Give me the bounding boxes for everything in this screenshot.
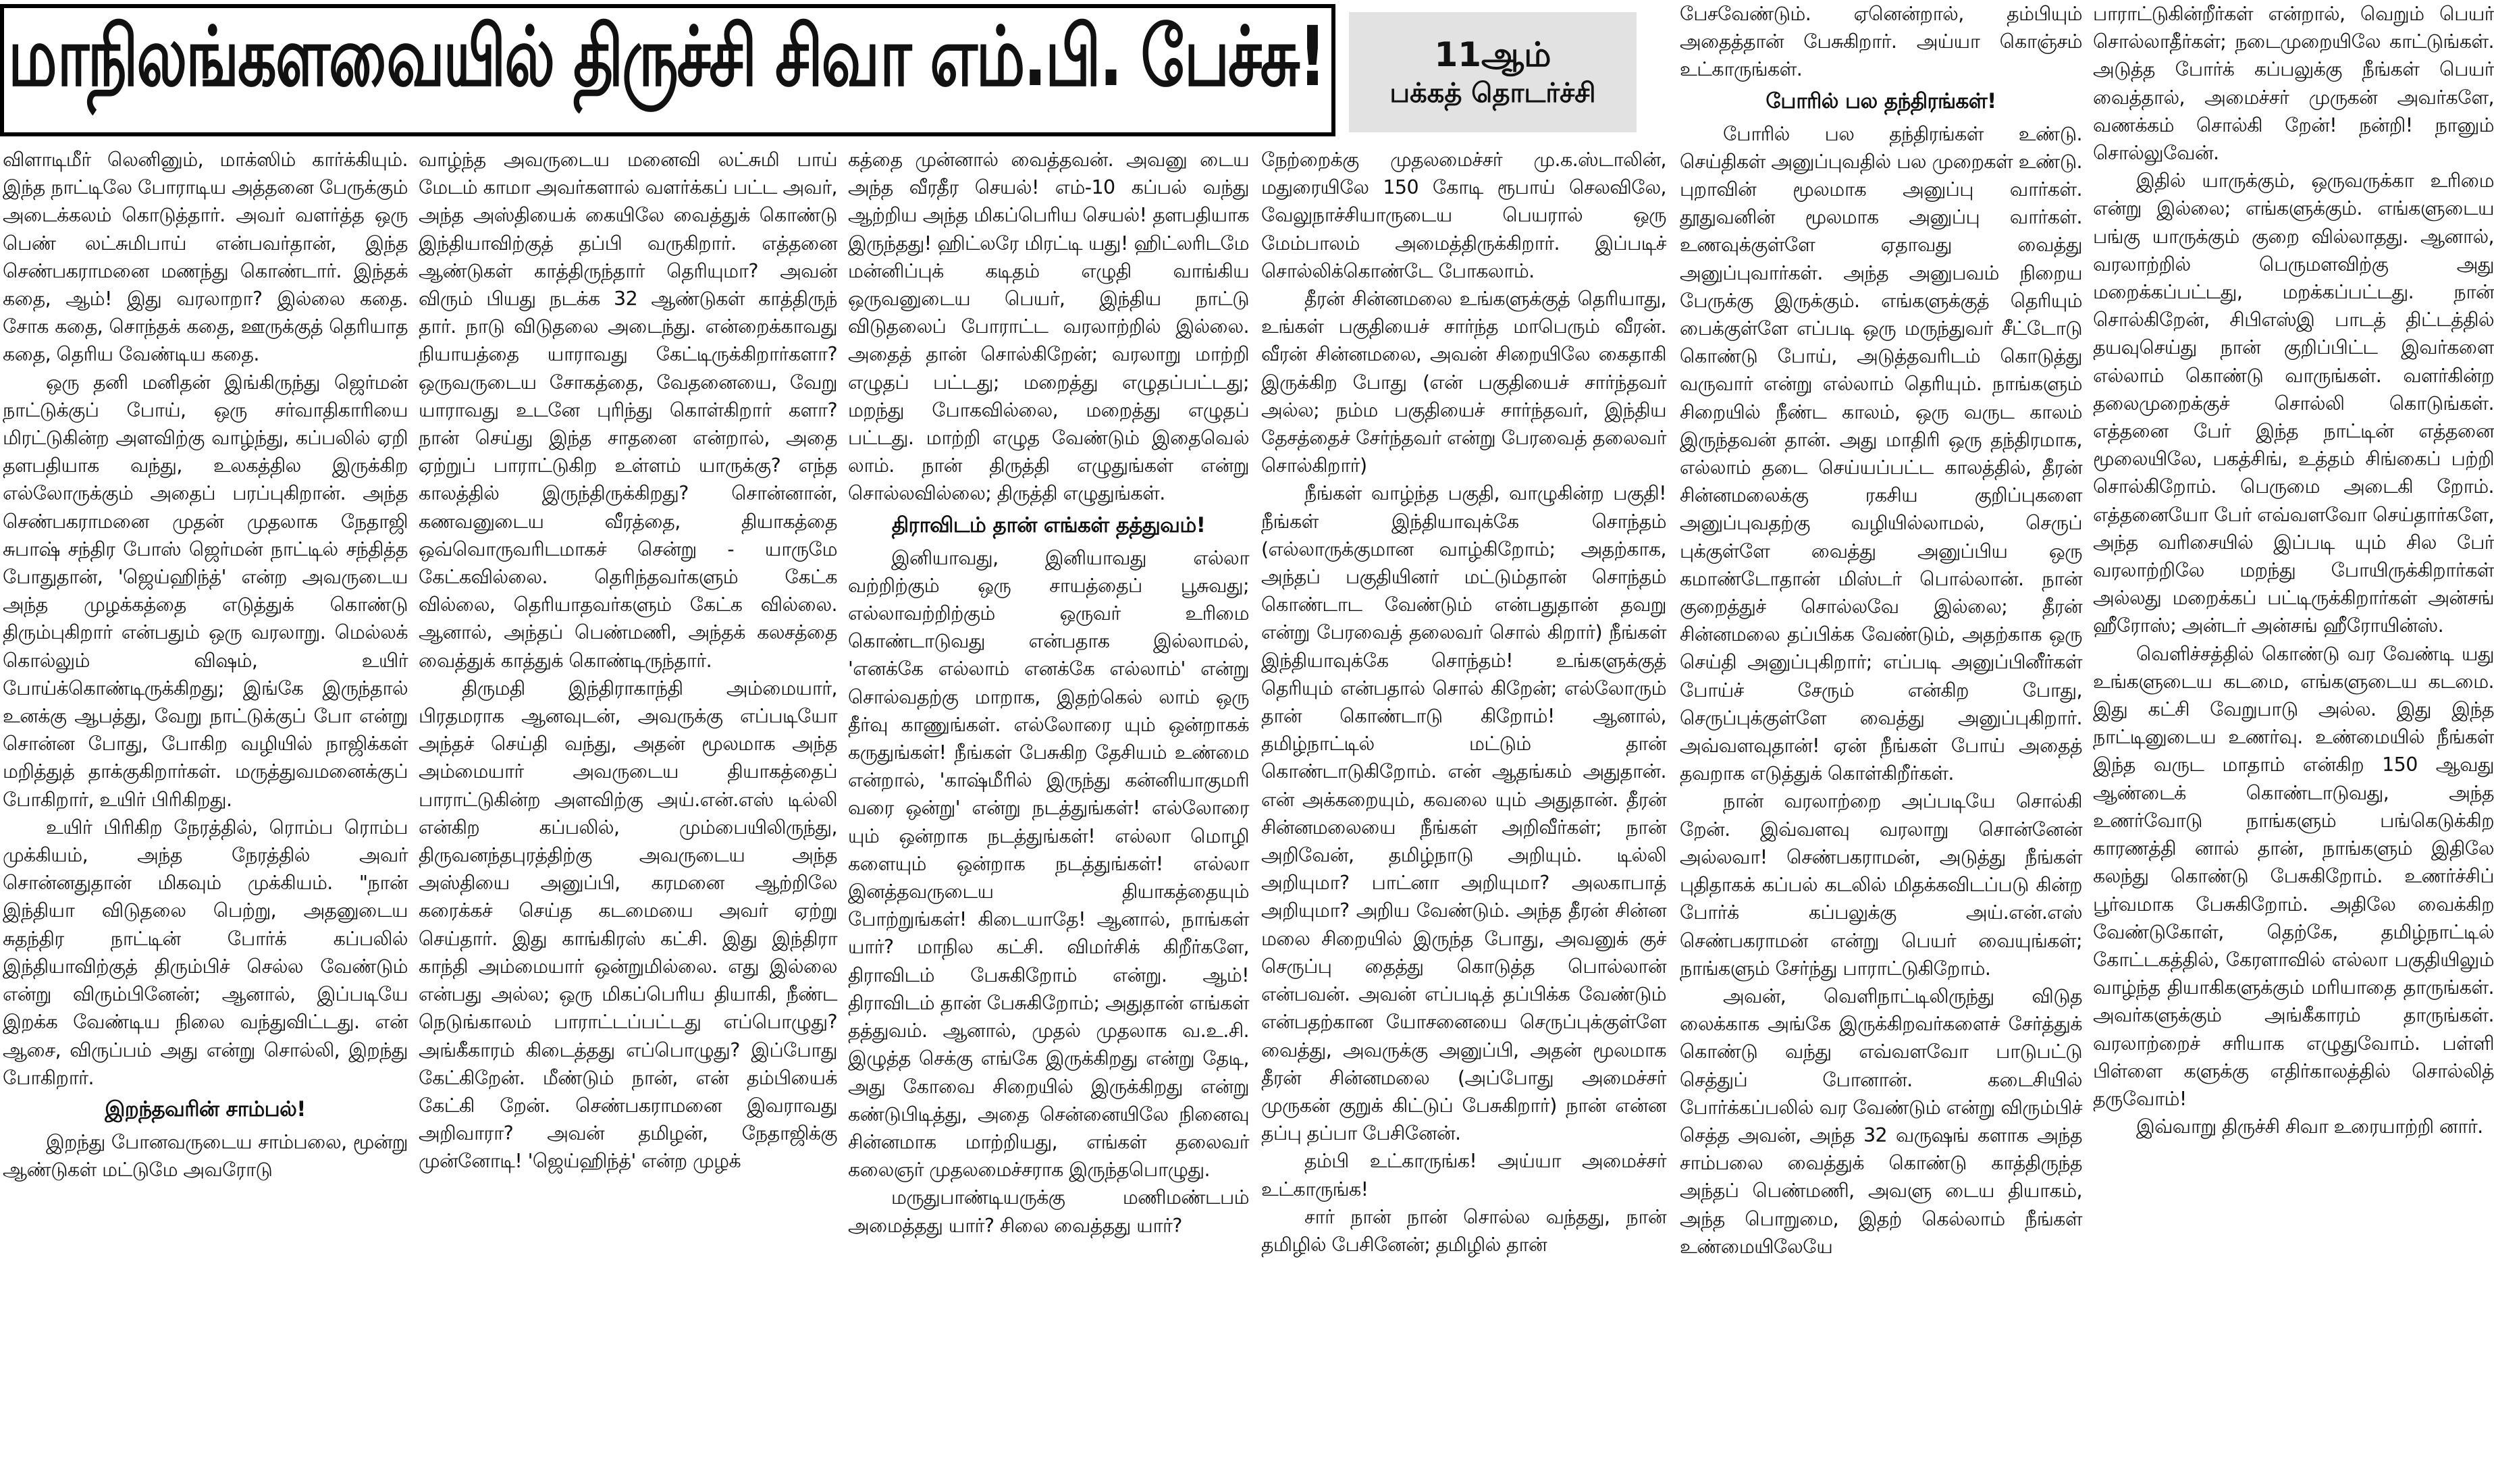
- article-paragraph: இனியாவது, இனியாவது எல்லா வற்றிற்கும் ஒரு சாயத்தைப் பூசுவது; எல்லாவற்றிற்கும் ஒருவர் உரிமை கொண்டாடுவது என்பதாக இல்லாமல், 'எனக்கே எல்லாம் எனக்கே எல்லாம்' என்று சொல்வதற்கு மாறாக, இதற்கெல் லாம் ஒரு தீர்வு காணுங்கள். எல்லோரை யும் ஒன்றாகக் கருதுங்கள்! நீங்கள் பேசுகிற தேசியம் உண்மை என்றால், 'காஷ்மீரில் இருந்து கன்னியாகுமரி வரை ஒன்று' என்று நடத்துங்கள்! எல்லோரை யும் ஒன்றாக நடத்துங்கள்! எல்லா மொழி களையும் ஒன்றாக நடத்துங்கள்! எல்லா இனத்தவருடைய தியாகத்தையும் போற்றுங்கள்! கிடையாதே! ஆனால், நாங்கள் யார்? மாநில கட்சி. விமர்சிக் கிறீர்களே, திராவிடம் பேசுகிறோம் என்று. ஆம்! திராவிடம் தான் பேசுகிறோம்; அதுதான் எங்கள் தத்துவம். ஆனால், முதல் முதலாக வ.உ.சி. இழுத்த செக்கு எங்கே இருக்கிறது என்று தேடி, அது கோவை சிறையில் இருக்கிறது என்று கண்டுபிடித்து, அதை சென்னையிலே நினைவு சின்னமாக மாற்றியது, எங்கள் தலைவர் கலைஞர் முதலமைச்சராக இருந்தபொழுது.: [848, 546, 1249, 1182]
- article-paragraph: போரில் பல தந்திரங்கள் உண்டு. செய்திகள் அனுப்புவதில் பல முறைகள் உண்டு. புறாவின் மூலமாக அனுப்பு வார்கள். தூதுவனின் மூலமாக அனுப்பு வார்கள். உணவுக்குள்ளே ஏதாவது வைத்து அனுப்புவார்கள். அந்த அனுபவம் நிறைய பேருக்கு இருக்கும். எங்களுக்குத் தெரியும் பைக்குள்ளே எப்படி ஒரு மருந்துவர் சீட்டோடு கொண்டு போய், அடுத்தவரிடம் கொடுத்து வருவார் என்று எல்லாம் தெரியும். நாங்களும் சிறையில் நீண்ட காலம், ஒரு வருட காலம் இருந்தவன் தான். அது மாதிரி ஒரு தந்திரமாக, எல்லாம் தடை செய்யப்பட்ட காலத்தில், தீரன் சின்னமலைக்கு ரகசிய குறிப்புகளை அனுப்புவதற்கு வழியில்லாமல், செருப் புக்குள்ளே வைத்து அனுப்பிய ஒரு கமாண்டோதான் மிஸ்டர் பொல்லான். நான் குறைத்துச் சொல்லவே இல்லை; தீரன் சின்னமலை தப்பிக்க வேண்டும், அதற்காக ஒரு செய்தி அனுப்புகிறார்; எப்படி அனுப்பினீர்கள் போய்ச் சேரும் என்கிற போது, செருப்புக்குள்ளே வைத்து அனுப்புகிறார். அவ்வளவுதான்! ஏன் நீங்கள் போய் அதைத் தவறாக எடுத்துக் கொள்கிறீர்கள்.: [1680, 122, 2082, 785]
- article-paragraph: பாராட்டுகின்றீர்கள் என்றால், வெறும் பெயர் சொல்லாதீர்கள்; நடைமுறையிலே காட்டுங்கள். அடுத்த போர்க் கப்பலுக்கு நீங்கள் பெயர் வைத்தால், அமைச்சர் முருகன் அவர்களே, வணக்கம் சொல்கி றேன்! நன்றி! நானும் சொல்லுவேன்.: [2093, 3, 2494, 165]
- article-paragraph: தம்பி உட்காருங்க! அய்யா அமைச்சர் உட்காருங்க!: [1261, 1150, 1666, 1200]
- article-paragraph: திருமதி இந்திராகாந்தி அம்மையார், பிரதமராக ஆனவுடன், அவருக்கு எப்படியோ அந்தச் செய்தி வந்து, அதன் மூலமாக அந்த அம்மையார் அவருடைய தியாகத்தைப் பாராட்டுகின்ற அளவிற்கு அய்.என்.எஸ் டில்லி என்கிற கப்பலில், மும்பையிலிருந்து, திருவனந்தபுரத்திற்கு அவருடைய அந்த அஸ்தியை அனுப்பி, கரமனை ஆற்றிலே கரைக்கச் செய்த கடமையை அவர் ஏற்று செய்தார். இது காங்கிரஸ் கட்சி. இது இந்திரா காந்தி அம்மையார் ஒன்றுமில்லை. எது இல்லை என்பது அல்ல; ஒரு மிகப்பெரிய தியாகி, நீண்ட நெடுங்காலம் பாராட்டப்பட்டது எப்பொழுது? அங்கீகாரம் கிடைத்தது எப்பொழுது? இப்போது கேட்கிறேன். மீண்டும் நான், என் தம்பியைக் கேட்கி றேன். செண்பகராமனை இவராவது அறிவாரா? அவன் தமிழன், நேதாஜிக்கு முன்னோடி! 'ஜெய்ஹிந்த்' என்ற முழக்: [419, 677, 837, 1173]
- article-paragraph: உயிர் பிரிகிற நேரத்தில், ரொம்ப ரொம்ப முக்கியம், அந்த நேரத்தில் அவர் சொன்னதுதான் மிகவும் முக்கியம். "நான் இந்தியா விடுதலை பெற்று, அதனுடைய சுதந்திர நாட்டின் போர்க் கப்பலில் இந்தியாவிற்குத் திரும்பிச் செல்ல வேண்டும் என்று விரும்பினேன்; ஆனால், இப்படியே இறக்க வேண்டிய நிலை வந்துவிட்டது. என் ஆசை, விருப்பம் அது என்று சொல்லி, இறந்து போகிறார்.: [3, 816, 408, 1089]
- article-paragraph: சார் நான் நான் சொல்ல வந்தது, நான் தமிழில் பேசினேன்; தமிழில் தான்: [1261, 1205, 1666, 1256]
- article-paragraph: நேற்றைக்கு முதலமைச்சர் மு.க.ஸ்டாலின், மதுரையிலே 150 கோடி ரூபாய் செலவிலே, வேலுநாச்சியாருடைய பெயரால் ஒரு மேம்பாலம் அமைத்திருக்கிறார். இப்படிச் சொல்லிக்கொண்டே போகலாம்.: [1261, 149, 1666, 282]
- continuation-box: [1349, 12, 1637, 132]
- article-column-3: [848, 146, 1249, 1484]
- section-subheading: இறந்தவரின் சாம்பல்!: [105, 1096, 306, 1121]
- article-paragraph: இதில் யாருக்கும், ஒருவருக்கா உரிமை என்று இல்லை; எங்களுக்கும். எங்களுடைய பங்கு யாருக்கும் குறை வில்லாதது. ஆனால், வரலாற்றில் பெருமளவிற்கு அது மறைக்கப்பட்டது, மறக்கப்பட்டது. நான் சொல்கிறேன், சிபிஎஸ்இ பாடத் திட்டத்தில் தயவுசெய்து நான் குறிப்பிட்ட இவர்களை எல்லாம் கொண்டு வாருங்கள். வளர்கின்ற தலைமுறைக்குச் சொல்லி கொடுங்கள். எத்தனை பேர் இந்த நாட்டின் எத்தனை மூலையிலே, பகத்சிங், உத்தம் சிங்கைப் பற்றி சொல்கிறோம். பெருமை அடைகி றோம். எத்தனையோ பேர் எவ்வளவோ செய்தார்களே, அந்த வரிசையில் இப்படி யும் சில பேர் வரலாற்றிலே மறந்து போயிருக்கிறார்கள் அல்லது மறைக்கப் பட்டிருக்கிறார்கள் அன்சங் ஹீரோஸ்; அன்டர் அன்சங் ஹீரோயின்ஸ்.: [2093, 169, 2494, 637]
- article-paragraph: பேசவேண்டும். ஏனென்றால், தம்பியும் அதைத்தான் பேசுகிறார். அய்யா கொஞ்சம் உட்காருங்கள்.: [1680, 3, 2082, 81]
- section-subheading: போரில் பல தந்திரங்கள்!: [1766, 88, 1996, 113]
- article-paragraph: நீங்கள் வாழ்ந்த பகுதி, வாழுகின்ற பகுதி! நீங்கள் இந்தியாவுக்கே சொந்தம் (எல்லாருக்குமான வாழ்கிறோம்; அதற்காக, அந்தப் பகுதியினர் மட்டும்தான் சொந்தம் கொண்டாட வேண்டும் என்பதுதான் தவறு என்று பேரவைத் தலைவர் சொல் கிறார்) நீங்கள் இந்தியாவுக்கே சொந்தம்! உங்களுக்குத் தெரியும் என்பதால் சொல் கிறேன்; எல்லோரும் தான் கொண்டாடு கிறோம்! ஆனால், தமிழ்நாட்டில் மட்டும் தான் கொண்டாடுகிறோம். என் ஆதங்கம் அதுதான். என் அக்கறையும், கவலை யும் அதுதான். தீரன் சின்னமலையை நீங்கள் அறிவீர்கள்; நான் அறிவேன், தமிழ்நாடு அறியும். டில்லி அறியுமா? பாட்னா அறியுமா? அலகாபாத் அறியுமா? அறிய வேண்டும். அந்த தீரன் சின்ன மலை சிறையில் இருந்த போது, அவனுக் குச் செருப்பு தைத்து கொடுத்த பொல்லான் என்பவன். அவன் எப்படித் தப்பிக்க வேண்டும் என்பதற்கான யோசனையை செருப்புக்குள்ளே வைத்து, அவருக்கு அனுப்பி, அதன் மூலமாக தீரன் சின்னமலை (அப்போது அமைச்சர் முருகன் குறுக் கிட்டுப் பேசுகிறார்) நான் என்ன தப்பு தப்பா பேசினேன்.: [1261, 482, 1666, 1145]
- article-column-6: [2093, 0, 2494, 1484]
- article-column-5: [1680, 0, 2082, 1484]
- article-paragraph: இவ்வாறு திருச்சி சிவா உரையாற்றி னார்.: [2136, 1115, 2483, 1138]
- article-paragraph: மருதுபாண்டியருக்கு மணிமண்டபம் அமைத்தது யார்? சிலை வைத்தது யார்?: [848, 1186, 1249, 1237]
- article-paragraph: ஒரு தனி மனிதன் இங்கிருந்து ஜெர்மன் நாட்டுக்குப் போய், ஒரு சர்வாதிகாரியை மிரட்டுகின்ற அளவிற்கு வாழ்ந்து, கப்பலில் ஏறி தளபதியாக வந்து, உலகத்தில இருக்கிற எல்லோருக்கும் அதைப் பரப்புகிறான். அந்த செண்பகராமனை முதன் முதலாக நேதாஜி சுபாஷ் சந்திர போஸ் ஜெர்மன் நாட்டில் சந்தித்த போதுதான், 'ஜெய்ஹிந்த்' என்ற அவருடைய அந்த முழக்கத்தை எடுத்துக் கொண்டு திரும்புகிறார் என்பதும் ஒரு வரலாறு. மெல்லக் கொல்லும் விஷம், உயிர் போய்க்கொண்டிருக்கிறது; இங்கே இருந்தால் உனக்கு ஆபத்து, வேறு நாட்டுக்குப் போ என்று சொன்ன போது, போகிற வழியில் நாஜிக்கள் மறித்துத் தாக்குகிறார்கள். மருத்துவமனைக்குப் போகிறார், உயிர் பிரிகிறது.: [3, 371, 408, 811]
- article-paragraph: கத்தை முன்னால் வைத்தவன். அவனு டைய அந்த வீரதீர செயல்! எம்-10 கப்பல் வந்து ஆற்றிய அந்த மிகப்பெரிய செயல்! தளபதியாக இருந்தது! ஹிட்லரே மிரட்டி யது! ஹிட்லரிடமே மன்னிப்புக் கடிதம் எழுதி வாங்கிய ஒருவனுடைய பெயர், இந்திய நாட்டு விடுதலைப் போராட்ட வரலாற்றில் இல்லை. அதைத் தான் சொல்கிறேன்; வரலாறு மாற்றி எழுதப் பட்டது; மறைத்து எழுதப்பட்டது; மறந்து போகவில்லை, மறைத்து எழுதப் பட்டது. மாற்றி எழுத வேண்டும் இதைவெல் லாம். நான் திருத்தி எழுதுங்கள் என்று சொல்லவில்லை; திருத்தி எழுதுங்கள்.: [848, 149, 1249, 505]
- section-subheading: திராவிடம் தான் எங்கள் தத்துவம்!: [891, 512, 1206, 537]
- article-paragraph: வெளிச்சத்தில் கொண்டு வர வேண்டி யது உங்களுடைய கடமை, எங்களுடைய கடமை. இது கட்சி வேறுபாடு அல்ல. இது இந்த நாட்டினுடைய உணர்வு. உண்மையில் நீங்கள் இந்த வருட மாதாம் என்கிற 150 ஆவது ஆண்டைக் கொண்டாடுவது, அந்த உணர்வோடு நாங்களும் பங்கெடுக்கிற காரணத்தி னால் தான், நாங்களும் இதிலே கலந்து கொண்டு பேசுகிறோம். உணர்ச்சிப் பூர்வமாக பேசுகிறோம். அதிலே வைக்கிற வேண்டுகோள், தெற்கே, தமிழ்நாட்டில் கோட்டகத்தில், கேரளாவில் எல்லா பகுதியிலும் வாழ்ந்த தியாகிகளுக்கும் மரியாதை தாருங்கள். அவர்களுக்கும் அங்கீகாரம் தாருங்கள். வரலாற்றைச் சரியாக எழுதுவோம். பள்ளி பிள்ளை களுக்கு எதிர்காலத்தில் சொல்லித் தருவோம்!: [2093, 642, 2494, 1110]
- continuation-label: பக்கத் தொடர்ச்சி: [1389, 78, 1596, 109]
- article-paragraph: அவன், வெளிநாட்டிலிருந்து விடுத லைக்காக அங்கே இருக்கிறவர்களைச் சேர்த்துக் கொண்டு வந்து எவ்வளவோ பாடுபட்டு செத்துப் போனான். கடைசியில் போர்க்கப்பலில் வர வேண்டும் என்று விரும்பிச் செத்த அவன், அந்த 32 வருஷங் களாக அந்த சாம்பலை வைத்துக் கொண்டு காத்திருந்த அந்தப் பெண்மணி, அவளு டைய தியாகம், அந்த பொறுமை, இதற் கெல்லாம் நீங்கள் உண்மையிலேயே: [1680, 984, 2082, 1258]
- article-paragraph: வாழ்ந்த அவருடைய மனைவி லட்சுமி பாய் மேடம் காமா அவர்களால் வளர்க்கப் பட்ட அவர், அந்த அஸ்தியைக் கையிலே வைத்துக் கொண்டு இந்தியாவிற்குத் தப்பி வருகிறார். எத்தனை ஆண்டுகள் காத்திருந்தார் தெரியுமா? அவன் விரும் பியது நடக்க 32 ஆண்டுகள் காத்திருந் தார். நாடு விடுதலை அடைந்து. என்றைக்காவது நியாயத்தை யாராவது கேட்டிருக்கிறார்களா? ஒருவருடைய சோகத்தை, வேதனையை, வேறு யாராவது உடனே புரிந்து கொள்கிறார் களா? நான் செய்து இந்த சாதனை என்றால், அதை ஏற்றுப் பாராட்டுகிற உள்ளம் யாருக்கு? எந்த காலத்தில் இருந்திருக்கிறது? சொன்னான், கணவனுடைய வீரத்தை, தியாகத்தை ஒவ்வொருவரிடமாகச் சென்று - யாருமே கேட்கவில்லை. தெரிந்தவர்களும் கேட்க வில்லை, தெரியாதவர்களும் கேட்க வில்லை. ஆனால், அந்தப் பெண்மணி, அந்தக் கலசத்தை வைத்துக் காத்துக் கொண்டிருந்தார்.: [419, 149, 837, 672]
- article-column-4: [1261, 146, 1666, 1484]
- headline: மாநிலங்களவையில் திருச்சி சிவா எம்.பி. பேச்சு!: [8, 8, 1325, 105]
- article-paragraph: தீரன் சின்னமலை உங்களுக்குத் தெரியாது, உங்கள் பகுதியைச் சார்ந்த மாபெரும் வீரன். வீரன் சின்னமலை, அவன் சிறையிலே கைதாகி இருக்கிற போது (என் பகுதியைச் சார்ந்தவர் அல்ல; நம்ம பகுதியைச் சார்ந்தவர், இந்திய தேசத்தைச் சேர்ந்தவர் என்று பேரவைத் தலைவர் சொல்கிறார்): [1261, 288, 1666, 477]
- article-column-2: [419, 146, 837, 1484]
- article-column-1: [3, 146, 408, 1484]
- article-paragraph: நான் வரலாற்றை அப்படியே சொல்கி றேன். இவ்வளவு வரலாறு சொன்னேன் அல்லவா! செண்பகராமன், அடுத்து நீங்கள் புதிதாகக் கப்பல் கடலில் மிதக்கவிடப்படு கின்ற போர்க் கப்பலுக்கு அய்.என்.எஸ் செண்பகராமன் என்று பெயர் வையுங்கள்; நாங்களும் சேர்ந்து பாராட்டுகிறோம்.: [1680, 790, 2082, 980]
- continuation-page-number: 11ஆம்: [1434, 35, 1551, 74]
- article-paragraph: இறந்து போனவருடைய சாம்பலை, மூன்று ஆண்டுகள் மட்டுமே அவரோடு: [3, 1130, 408, 1182]
- article-paragraph: விளாடிமீர் லெனினும், மாக்ஸிம் கார்க்கியும். இந்த நாட்டிலே போராடிய அத்தனை பேருக்கும் அடைக்கலம் கொடுத்தார். அவர் வளர்த்த ஒரு பெண் லட்சுமிபாய் என்பவர்தான், இந்த செண்பகராமனை மணந்து கொண்டார். இந்தக் கதை, ஆம்! இது வரலாறா? இல்லை கதை. சோக கதை, சொந்தக் கதை, ஊருக்குத் தெரியாத கதை, தெரிய வேண்டிய கதை.: [3, 149, 408, 366]
